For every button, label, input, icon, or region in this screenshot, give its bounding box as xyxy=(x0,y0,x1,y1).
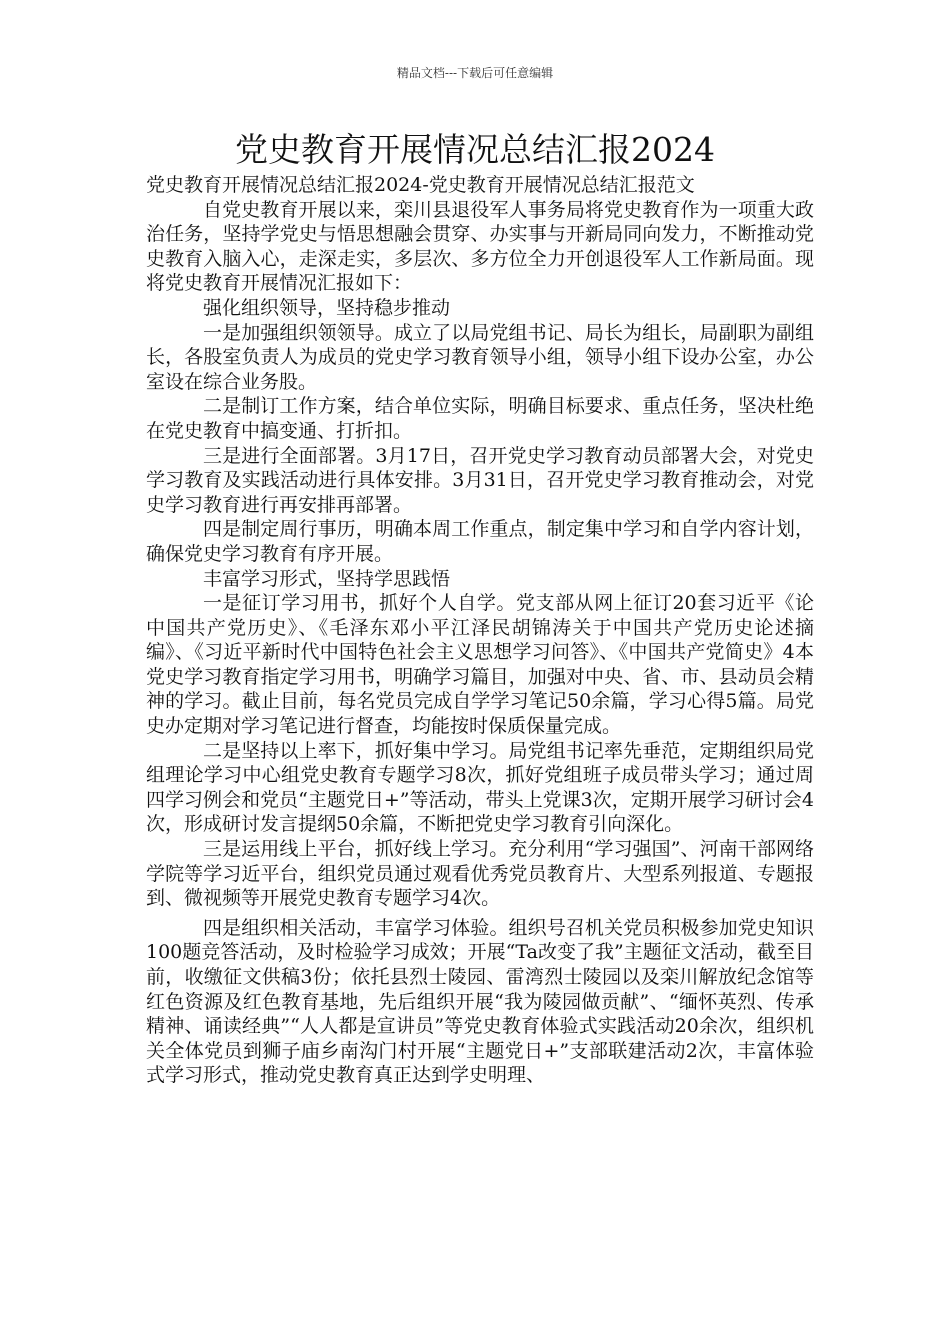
paragraph-weekly-schedule: 四是制定周行事历，明确本周工作重点，制定集中学习和自学内容计划，确保党史学习教育有序开展。 xyxy=(146,518,814,565)
document-title: 党史教育开展情况总结汇报2024 xyxy=(235,130,715,169)
paragraph-activities: 四是组织相关活动，丰富学习体验。组织号召机关党员积极参加党史知识100题竞答活动，及时检验学习成效；开展“Ta改变了我”主题征文活动，截至目前，收缴征文供稿3份；依托县烈士陵园、雷湾烈士陵园以及栾川解放纪念馆等红色资源及红色教育基地，先后组织开展“我为陵园做贡献”、“缅怀英烈、传承精神、诵读经典”“人人都是宣讲员”等党史教育体验式实践活动20余次，组织机关全体党员到狮子庙乡南沟门村开展“主题党日+”支部联建活动2次，丰富体验式学习形式，推动党史教育真正达到学史明理、 xyxy=(146,916,814,1087)
document-subtitle: 党史教育开展情况总结汇报2024-党史教育开展情况总结汇报范文 xyxy=(146,174,695,196)
header-note: 精品文档---下载后可任意编辑 xyxy=(396,66,554,80)
paragraph-work-plan: 二是制订工作方案，结合单位实际，明确目标要求、重点任务，坚决杜绝在党史教育中搞变通、打折扣。 xyxy=(146,395,814,442)
document-body xyxy=(146,173,814,1088)
paragraph-leadership: 一是加强组织领领导。成立了以局党组书记、局长为组长，局副职为副组长，各股室负责人为成员的党史学习教育领导小组，领导小组下设办公室，办公室设在综合业务股。 xyxy=(146,321,814,393)
paragraph-deployment: 三是进行全面部署。3月17日，召开党史学习教育动员部署大会，对党史学习教育及实践活动进行具体安排。3月31日，召开党史学习教育推动会，对党史学习教育进行再安排再部署。 xyxy=(146,444,814,516)
paragraph-online-study: 三是运用线上平台，抓好线上学习。充分利用“学习强国”、河南干部网络学院等学习近平台，组织党员通过观看优秀党员教育片、大型系列报道、专题报到、微视频等开展党史教育专题学习4次。 xyxy=(146,838,814,910)
paragraph-self-study: 一是征订学习用书，抓好个人自学。党支部从网上征订20套习近平《论中国共产党历史》、《毛泽东邓小平江泽民胡锦涛关于中国共产党历史论述摘编》、《习近平新时代中国特色社会主义思想学习问答》、《中国共产党简史》4本党史学习教育指定学习用书，明确学习篇目，加强对中央、省、市、县动员会精神的学习。截止目前，每名党员完成自学学习笔记50余篇，学习心得5篇。局党史办定期对学习笔记进行督查，均能按时保质保量完成。 xyxy=(146,592,814,738)
section-heading-learning-forms: 丰富学习形式，坚持学思践悟 xyxy=(203,567,451,590)
paragraph-group-study: 二是坚持以上率下，抓好集中学习。局党组书记率先垂范，定期组织局党组理论学习中心组党史教育专题学习8次，抓好党组班子成员带头学习；通过周四学习例会和党员“主题党日+”等活动，带头上党课3次，定期开展学习研讨会4次，形成研讨发言提纲50余篇，不断把党史学习教育引向深化。 xyxy=(146,739,814,836)
section-heading-organization: 强化组织领导，坚持稳步推动 xyxy=(203,296,451,319)
paragraph-intro: 自党史教育开展以来，栾川县退役军人事务局将党史教育作为一项重大政治任务，坚持学党史与悟思想融会贯穿、办实事与开新局同向发力，不断推动党史教育入脑入心，走深走实，多层次、多方位全力开创退役军人工作新局面。现将党史教育开展情况汇报如下： xyxy=(146,198,814,295)
